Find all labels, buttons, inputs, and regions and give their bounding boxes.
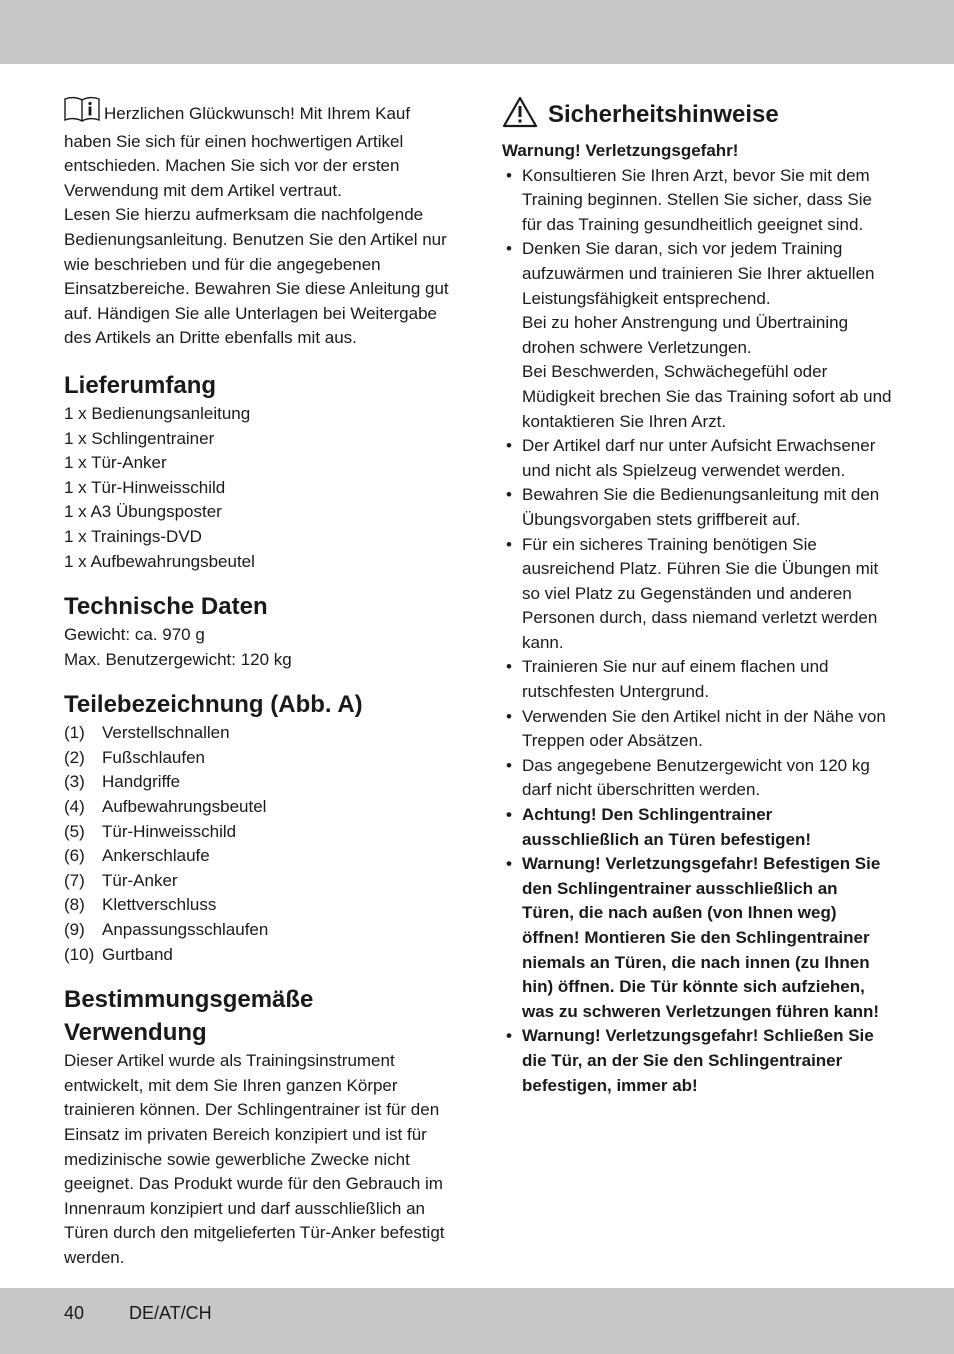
part-label: Verstellschnallen bbox=[102, 723, 230, 743]
header-bar bbox=[0, 0, 954, 64]
intro-paragraph-2: Lesen Sie hierzu aufmerksam die nachfolgende Bedienungsanleitung. Benutzen Sie den Artikel nur wie beschrieben und für die angegebenen Einsatzbereiche. Bewahren Sie diese Anleitung gut auf. Händigen Sie alle Unterlagen bei Weitergabe des Artikels an Dritte ebenfalls mit aus. bbox=[64, 205, 449, 348]
bestimmung-heading: Bestimmungsgemäße Verwendung bbox=[64, 986, 314, 1047]
part-label: Tür-Anker bbox=[102, 870, 178, 890]
safety-bullet bbox=[502, 754, 892, 803]
part-label: Handgriffe bbox=[102, 772, 181, 792]
list-item: 1 x Bedienungsanleitung bbox=[64, 403, 251, 423]
list-item bbox=[64, 820, 454, 845]
safety-text: Bei Beschwerden, Schwächegefühl oder Müdigkeit brechen Sie das Training sofort ab und kontaktieren Sie Ihren Arzt. bbox=[522, 362, 892, 431]
part-label: Gurtband bbox=[102, 944, 173, 964]
part-number: (10) bbox=[64, 944, 95, 964]
warning-triangle-icon bbox=[502, 96, 538, 133]
list-item: 1 x Tür-Anker bbox=[64, 453, 167, 473]
part-label: Anpassungsschlaufen bbox=[102, 920, 269, 940]
safety-text: • Warnung! Verletzungsgefahr! Befestigen Sie den Schlingentrainer ausschließlich an Türen, die nach außen (von Ihnen weg) öffnen! Montieren Sie den Schlingentrainer niemals an Türen, die nach innen (zu Ihnen hin) öffnen. Die Tür könnte sich aufziehen, was zu schweren Verletzungen führen kann! bbox=[522, 854, 881, 1021]
safety-text: • Achtung! Den Schlingentrainer ausschließlich an Türen befestigen! bbox=[522, 805, 812, 849]
safety-bullet bbox=[502, 803, 892, 852]
teilebezeichnung-list bbox=[64, 721, 454, 967]
safety-text: • Der Artikel darf nur unter Aufsicht Erwachsener und nicht als Spielzeug verwendet werden. bbox=[522, 436, 876, 480]
manual-info-icon bbox=[64, 96, 100, 130]
safety-text: • Das angegebene Benutzergewicht von 120 kg darf nicht überschritten werden. bbox=[522, 755, 870, 800]
left-column bbox=[64, 96, 454, 1271]
part-label: Fußschlaufen bbox=[102, 747, 205, 767]
safety-bullet bbox=[502, 852, 892, 1024]
part-number: (7) bbox=[64, 870, 85, 890]
safety-text: Bei zu hoher Anstrengung und Übertraining drohen schwere Verletzungen. bbox=[522, 313, 849, 357]
technische-daten-heading: Technische Daten bbox=[64, 593, 268, 621]
bestimmung-text: Dieser Artikel wurde als Trainingsinstrument entwickelt, mit dem Sie Ihren ganzen Körper trainieren können. Der Schlingentrainer ist für den Einsatz im privaten Bereich konzipiert und ist für medizinische sowie gewerbliche Zwecke nicht geeignet. Das Produkt wurde für den Gebrauch im Innenraum konzipiert und darf ausschließlich an Türen durch den mitgelieferten Tür-Anker befestigt werden. bbox=[64, 1051, 445, 1267]
part-number: (3) bbox=[64, 772, 85, 792]
list-item: 1 x Schlingentrainer bbox=[64, 428, 215, 448]
safety-bullet bbox=[502, 533, 892, 656]
teilebezeichnung-heading: Teilebezeichnung (Abb. A) bbox=[64, 691, 363, 719]
list-item: 1 x Trainings-DVD bbox=[64, 526, 202, 546]
list-item bbox=[64, 844, 454, 869]
part-number: (6) bbox=[64, 846, 85, 866]
list-item: 1 x Aufbewahrungsbeutel bbox=[64, 551, 255, 571]
list-item bbox=[64, 770, 454, 795]
sicherheit-heading: Sicherheitshinweise bbox=[548, 101, 779, 128]
list-item bbox=[64, 918, 454, 943]
lieferumfang-heading: Lieferumfang bbox=[64, 371, 217, 399]
list-item bbox=[64, 746, 454, 771]
list-item bbox=[64, 943, 454, 968]
part-number: (9) bbox=[64, 920, 85, 940]
technische-daten-list bbox=[64, 623, 454, 672]
part-label: Tür-Hinweisschild bbox=[102, 821, 237, 841]
safety-bullet bbox=[502, 705, 892, 754]
safety-bullet bbox=[502, 655, 892, 704]
page-number: 40 bbox=[64, 1303, 85, 1323]
safety-text: • Verwenden Sie den Artikel nicht in der Nähe von Treppen oder Absätzen. bbox=[522, 706, 886, 751]
list-item bbox=[64, 893, 454, 918]
safety-text: • Bewahren Sie die Bedienungsanleitung mit den Übungsvorgaben stets griffbereit auf. bbox=[522, 485, 880, 529]
sicherheit-title bbox=[502, 96, 892, 133]
list-item: 1 x A3 Übungsposter bbox=[64, 502, 222, 522]
list-item bbox=[64, 869, 454, 894]
safety-bullet bbox=[502, 1024, 892, 1098]
sicherheit-list bbox=[502, 164, 892, 1099]
safety-text: • Denken Sie daran, sich vor jedem Training aufzuwärmen und trainieren Sie Ihrer aktuellen Leistungsfähigkeit entsprechend. bbox=[522, 239, 875, 308]
list-item: 1 x Tür-Hinweisschild bbox=[64, 477, 226, 497]
list-item: Gewicht: ca. 970 g bbox=[64, 625, 205, 645]
locale-label: DE/AT/CH bbox=[129, 1303, 212, 1323]
safety-text: • Warnung! Verletzungsgefahr! Schließen Sie die Tür, an der Sie den Schlingentrainer befestigen, immer ab! bbox=[522, 1026, 874, 1095]
part-number: (8) bbox=[64, 895, 85, 915]
part-label: Aufbewahrungsbeutel bbox=[102, 797, 267, 817]
safety-text: • Für ein sicheres Training benötigen Sie ausreichend Platz. Führen Sie die Übungen mit so viel Platz zu Gegenständen und anderen Personen durch, dass niemand verletzt werden kann. bbox=[522, 534, 879, 652]
safety-bullet bbox=[502, 237, 892, 434]
intro-text-1: Herzlichen Glückwunsch! Mit Ihrem Kauf haben Sie sich für einen hochwertigen Artikel entschieden. Machen Sie sich vor der ersten Verwendung mit dem Artikel vertraut. bbox=[64, 104, 411, 200]
right-column bbox=[502, 96, 892, 1098]
part-label: Ankerschlaufe bbox=[102, 846, 210, 866]
safety-text: • Konsultieren Sie Ihren Arzt, bevor Sie mit dem Training beginnen. Stellen Sie sicher, dass Sie für das Training gesundheitlich geeignet sind. bbox=[522, 165, 872, 234]
sicherheit-subheading: Warnung! Verletzungsgefahr! bbox=[502, 141, 739, 160]
part-number: (1) bbox=[64, 723, 85, 743]
safety-bullet bbox=[502, 164, 892, 238]
part-label: Klettverschluss bbox=[102, 895, 217, 915]
part-number: (5) bbox=[64, 821, 85, 841]
list-item bbox=[64, 721, 454, 746]
safety-text: • Trainieren Sie nur auf einem flachen und rutschfesten Untergrund. bbox=[522, 657, 829, 702]
list-item: Max. Benutzergewicht: 120 kg bbox=[64, 649, 292, 669]
list-item bbox=[64, 795, 454, 820]
safety-bullet bbox=[502, 483, 892, 532]
lieferumfang-list bbox=[64, 402, 454, 574]
part-number: (2) bbox=[64, 747, 85, 767]
intro-paragraph-1 bbox=[64, 96, 454, 203]
part-number: (4) bbox=[64, 797, 85, 817]
safety-bullet bbox=[502, 434, 892, 483]
